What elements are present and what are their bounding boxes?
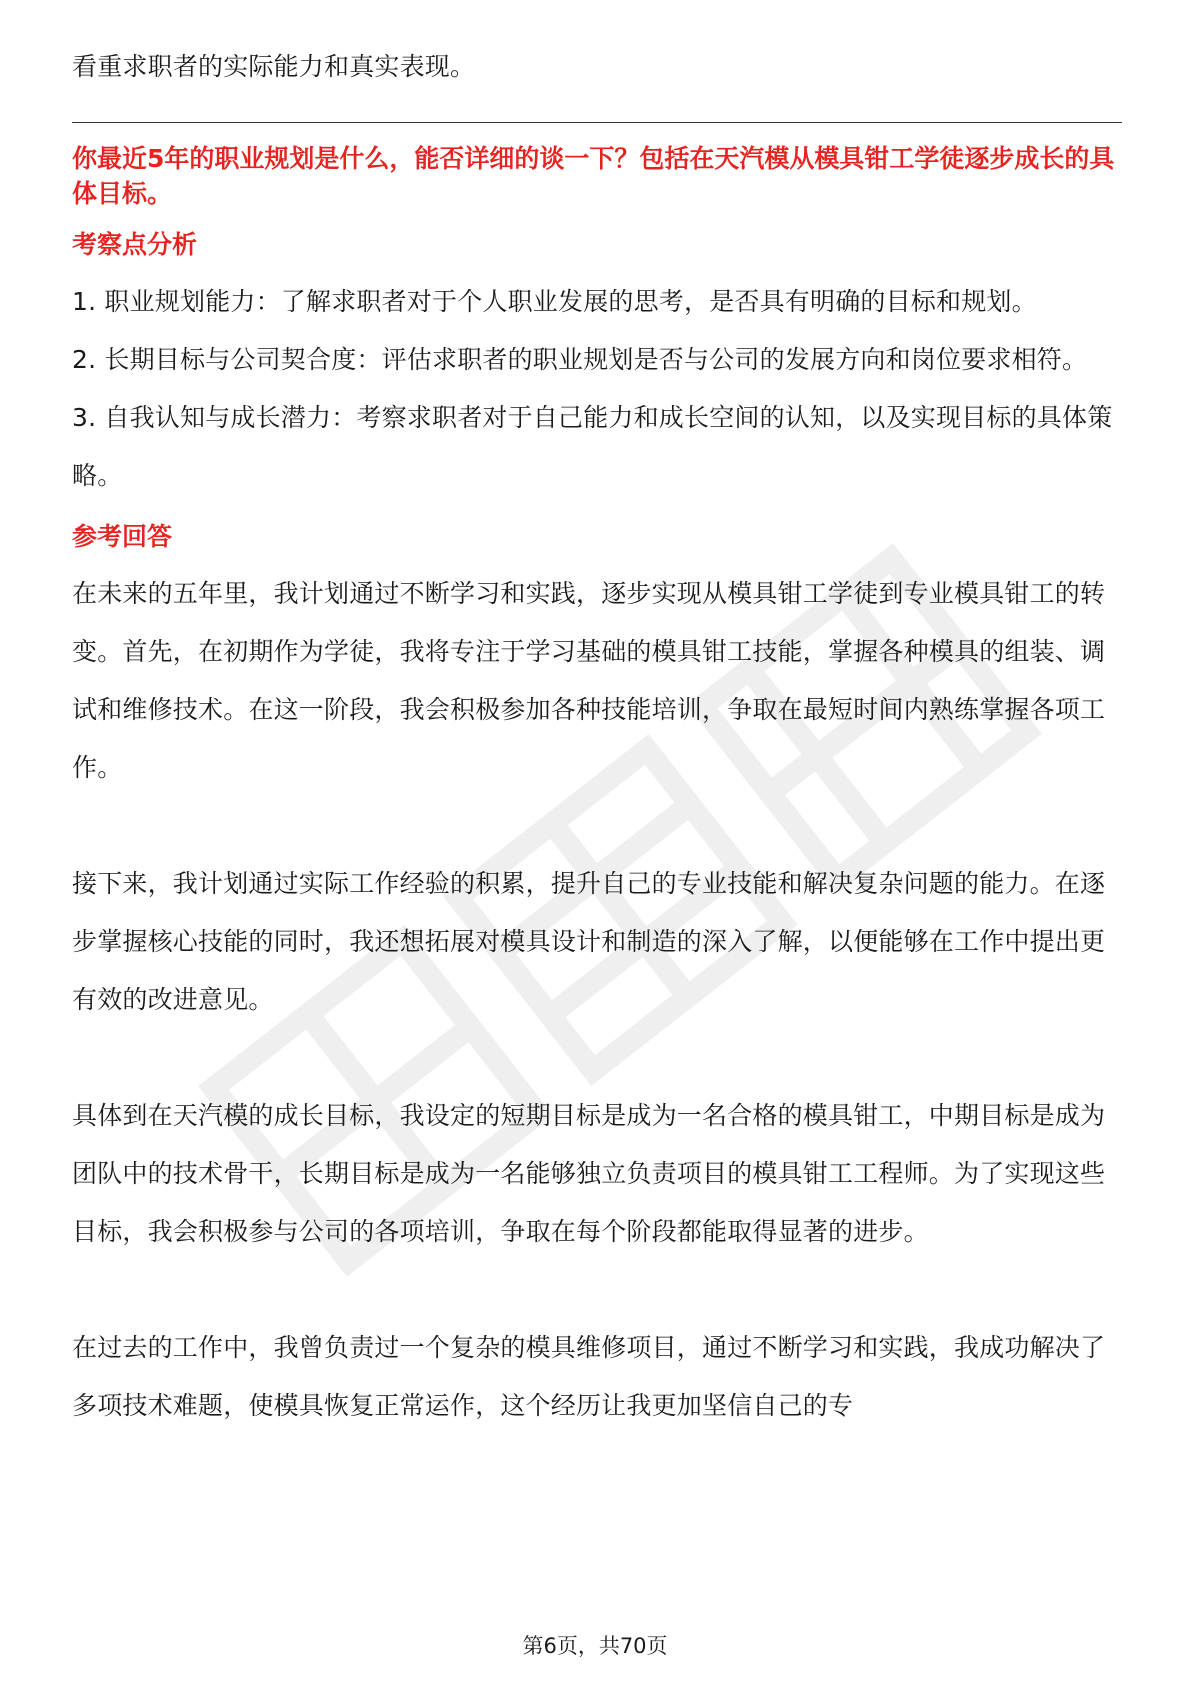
paragraph-gap [72,1261,1122,1319]
answer-title: 参考回答 [72,522,173,551]
answer-paragraph: 在未来的五年里，我计划通过不断学习和实践，逐步实现从模具钳工学徒到专业模具钳工的转变。首先，在初期作为学徒，我将专注于学习基础的模具钳工技能，掌握各种模具的组装、调试和维修技术。在这一阶段，我会积极参加各种技能培训，争取在最短时间内熟练掌握各项工作。 [72,579,1106,782]
page-content [72,38,1122,1435]
analysis-title: 考察点分析 [72,230,198,259]
analysis-point: 3. 自我认知与成长潜力：考察求职者对于自己能力和成长空间的认知，以及实现目标的具体策略。 [72,403,1113,490]
answer-paragraph: 在过去的工作中，我曾负责过一个复杂的模具维修项目，通过不断学习和实践，我成功解决了多项技术难题，使模具恢复正常运作，这个经历让我更加坚信自己的专 [72,1333,1106,1420]
section-divider [72,122,1122,123]
analysis-points [72,273,1122,505]
answer-paragraph: 具体到在天汽模的成长目标，我设定的短期目标是成为一名合格的模具钳工，中期目标是成为团队中的技术骨干，长期目标是成为一名能够独立负责项目的模具钳工工程师。为了实现这些目标，我会积极参与公司的各项培训，争取在每个阶段都能取得显著的进步。 [72,1101,1106,1246]
intro-tail-text: 看重求职者的实际能力和真实表现。 [72,52,476,81]
analysis-point: 1. 职业规划能力：了解求职者对于个人职业发展的思考，是否具有明确的目标和规划。 [72,287,1037,316]
paragraph-gap [72,1029,1122,1087]
answer-paragraph: 接下来，我计划通过实际工作经验的积累，提升自己的专业技能和解决复杂问题的能力。在逐步掌握核心技能的同时，我还想拓展对模具设计和制造的深入了解，以便能够在工作中提出更有效的改进意见。 [72,869,1106,1014]
paragraph-gap [72,797,1122,855]
answer-body [72,565,1122,1435]
analysis-point: 2. 长期目标与公司契合度：评估求职者的职业规划是否与公司的发展方向和岗位要求相符。 [72,345,1088,374]
question-heading: 你最近5年的职业规划是什么，能否详细的谈一下？包括在天汽模从模具钳工学徒逐步成长的具体目标。 [72,144,1115,208]
page-number-footer: 第6页，共70页 [522,1634,668,1658]
